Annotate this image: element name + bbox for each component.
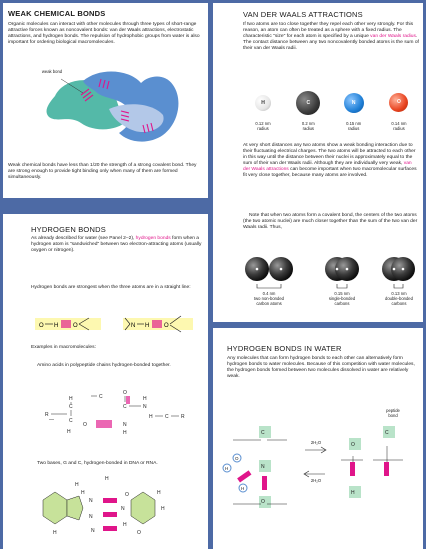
atom-oxygen-radius: 0.14 nm: [391, 121, 407, 126]
svg-text:—: —: [49, 417, 54, 423]
hbonds-straight-line: Hydrogen bonds are strongest when the three atoms are in a straight line:: [31, 285, 191, 290]
atom-hydrogen: [243, 89, 283, 145]
gc-base-pair-diagram: [31, 474, 206, 544]
svg-text:H: H: [105, 476, 109, 482]
svg-text:O: O: [235, 456, 239, 461]
svg-text:N: N: [143, 404, 147, 410]
hbonds-water-panel: [213, 328, 423, 549]
atom-oxygen: [379, 89, 419, 145]
hbonds-amino-acids: Amino acids in polypeptide chains hydrogen-bonded together.: [37, 363, 171, 368]
atom-hydrogen-radius: 0.12 nm: [255, 121, 271, 126]
atom-carbon-sphere: C: [296, 91, 320, 115]
svg-text:C: C: [99, 394, 103, 400]
atom-oxygen-sphere: O: [389, 93, 408, 112]
svg-text:O: O: [261, 499, 265, 505]
weak-bonds-intro: Organic molecules can interact with other molecules through three types of short-range attractive forces known as noncovalent bonds: van der Waals attractions, electrostatic attractions, and hydrogen bonds. The repulsion of hydrophobic groups from water is also important for ordering biological macromolecules.: [8, 22, 200, 46]
svg-text:C: C: [385, 430, 389, 436]
atom-carbon: [288, 89, 328, 145]
weak-bonds-note: Weak chemical bonds have less than 1/20 the strength of a strong covalent bond. They are strong enough to provide tight binding only when many of them are formed simultaneously.: [8, 163, 197, 181]
water-forward-label: 2H₂O: [310, 440, 322, 445]
atom-nitrogen-radius: 0.15 nm: [346, 121, 362, 126]
svg-text:H: H: [81, 490, 85, 496]
hbonds-intro: As already described for water (see Panel 2–2), hydrogen bonds form when a hydrogen atom is "sandwiched" between two electron-attracting atoms (usually oxygen or nitrogen).: [31, 236, 202, 254]
weak-bonds-title: WEAK CHEMICAL BONDS: [8, 9, 106, 18]
vdw-covalent-note: Note that when two atoms form a covalent bond, the centers of the two atoms (the two atomic nuclei) are much closer together than the sum of the two van der Waals radii. Thus,: [243, 213, 418, 231]
water-text: Any molecules that can form hydrogen bonds to each other can alternatively form hydrogen bonds to water molecules. Because of this competition with water molecules, the hydrogen bonds formed between two molecules dissolved in water are relatively weak.: [227, 356, 415, 380]
hbonds-examples-heading: Examples in macromolecules:: [31, 345, 96, 350]
svg-text:H: H: [241, 486, 245, 491]
svg-text:C: C: [123, 404, 127, 410]
svg-text:H: H: [75, 482, 79, 488]
svg-text:O: O: [123, 390, 127, 396]
water-title: HYDROGEN BONDS IN WATER: [227, 344, 342, 353]
atom-nitrogen: [334, 89, 374, 145]
svg-text:H: H: [149, 414, 153, 420]
svg-text:O: O: [73, 323, 78, 329]
hbonds-dna-bases: Two bases, G and C, hydrogen-bonded in DNA or RNA.: [37, 461, 158, 466]
svg-text:H: H: [225, 466, 229, 471]
double-bonded-carbons-icon: [382, 257, 415, 288]
svg-text:C: C: [69, 404, 73, 410]
svg-text:O: O: [351, 442, 355, 448]
svg-text:H: H: [53, 530, 57, 536]
svg-text:N: N: [89, 514, 93, 520]
svg-text:H: H: [351, 490, 355, 496]
atom-carbon-radius-unit: radius: [302, 126, 315, 131]
atom-nitrogen-sphere: N: [344, 93, 364, 113]
single-bonded-carbons-icon: [325, 257, 359, 288]
carbon-pair-2: 0.15 nm single-bonded carbons: [328, 291, 356, 306]
svg-text:N: N: [89, 498, 93, 504]
hydrogen-bonds-panel: [3, 214, 208, 549]
weak-bond-label: weak bond: [41, 69, 63, 74]
svg-text:R: R: [45, 412, 49, 418]
svg-text:H: H: [143, 396, 147, 402]
van-der-waals-panel: [213, 3, 423, 322]
svg-text:N: N: [121, 506, 125, 512]
svg-text:H: H: [123, 522, 127, 528]
polypeptide-hbond-diagram: [31, 378, 206, 438]
svg-text:H: H: [67, 429, 71, 435]
atom-hydrogen-sphere: H: [255, 95, 271, 111]
svg-text:O: O: [83, 422, 87, 428]
weak-bonds-panel: [3, 3, 208, 198]
weak-bond-illustration: [3, 61, 208, 151]
hbonds-title: HYDROGEN BONDS: [31, 225, 106, 234]
svg-text:N: N: [261, 464, 265, 470]
svg-text:C: C: [165, 414, 169, 420]
atom-carbon-radius: 0.2 nm: [301, 121, 315, 126]
water-reverse-label: 2H₂O: [310, 478, 322, 483]
svg-text:N: N: [91, 528, 95, 534]
atom-nitrogen-radius-unit: radius: [347, 126, 360, 131]
hbond-linear-examples: [31, 310, 205, 340]
svg-text:H: H: [69, 396, 73, 402]
svg-text:H: H: [145, 323, 150, 329]
carbon-pairs-labels: [241, 291, 421, 321]
vdw-body: At very short distances any two atoms show a weak bonding interaction due to their fluctuating electrical charges. The two atoms will be attracted to each other in this way until the distance between their nuclei is approximately equal to the sum of their van der Waals radii. Although they are individually very weak, van der Waals attractions can become important when two macromolecular surfaces fit very close together, because many atoms are involved.: [243, 143, 417, 179]
vdw-intro: If two atoms are too close together they repel each other very strongly. For this reason, an atom can often be treated as a sphere with a fixed radius. The characteristic "size" for each atom is specified by a unique van der Waals radius. The contact distance between any two noncovalently bonded atoms is the sum of their van der Waals radii.: [243, 22, 419, 52]
svg-text:O: O: [125, 492, 129, 498]
carbon-pair-3: 0.13 nm double-bonded carbons: [385, 291, 413, 306]
svg-text:O: O: [39, 323, 44, 329]
svg-text:H: H: [54, 323, 59, 329]
svg-text:C: C: [69, 418, 73, 424]
atom-hydrogen-radius-unit: radius: [257, 126, 269, 131]
svg-text:R: R: [181, 414, 185, 420]
atom-radii-row: [243, 89, 419, 145]
svg-text:H: H: [161, 506, 165, 512]
atom-oxygen-radius-unit: radius: [393, 126, 405, 131]
svg-text:N: N: [123, 422, 127, 428]
svg-text:C: C: [261, 430, 265, 436]
svg-text:O: O: [164, 323, 169, 329]
carbon-pair-1: 0.4 nm two non-bonded carbon atoms: [253, 291, 285, 306]
vdw-title: VAN DER WAALS ATTRACTIONS: [243, 10, 363, 19]
svg-text:O: O: [137, 530, 141, 536]
svg-text:N: N: [131, 323, 136, 329]
peptide-bond-label: peptide bond: [386, 408, 400, 418]
svg-text:H: H: [157, 490, 161, 496]
non-bonded-carbons-icon: [245, 257, 293, 288]
svg-text:H: H: [123, 430, 127, 436]
